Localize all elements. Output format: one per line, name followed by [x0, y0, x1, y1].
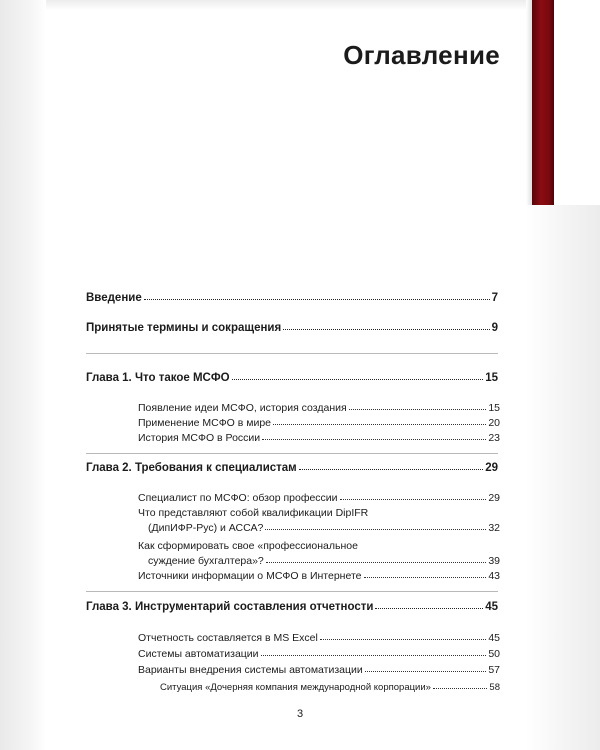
- toc-entry-page: 20: [488, 417, 500, 429]
- toc-section[interactable]: [138, 632, 500, 645]
- toc-leader-dots: [299, 461, 484, 470]
- toc-leader-dots: [273, 416, 486, 425]
- toc-entry-page: 57: [488, 664, 500, 676]
- toc-section[interactable]: [138, 648, 500, 661]
- toc-section[interactable]: [138, 417, 500, 430]
- toc-entry-title: Специалист по МСФО: обзор профессии: [138, 492, 338, 504]
- toc-section-continuation[interactable]: [148, 555, 500, 568]
- separator-line: [86, 591, 498, 592]
- toc-entry-terms[interactable]: [86, 322, 498, 335]
- toc-chapter-3[interactable]: [86, 601, 498, 614]
- toc-leader-dots: [265, 521, 486, 530]
- toc-entry-title: Что представляют собой квалификации DipIFR: [138, 507, 369, 519]
- toc-leader-dots: [283, 321, 489, 330]
- toc-leader-dots: [349, 401, 487, 410]
- toc-entry-title: История МСФО в России: [138, 432, 261, 444]
- toc-entry-intro[interactable]: [86, 292, 498, 305]
- toc-section-line[interactable]: [138, 540, 500, 553]
- page-number: 3: [296, 708, 304, 720]
- toc-section[interactable]: [138, 492, 500, 505]
- toc-leader-dots: [262, 431, 486, 440]
- toc-entry-title: (ДипИФР-Рус) и АССА?: [148, 522, 264, 534]
- toc-chapter-1[interactable]: [86, 372, 498, 385]
- toc-leader-dots: [266, 554, 487, 563]
- toc-entry-page: 39: [488, 555, 500, 567]
- toc-section[interactable]: [138, 402, 500, 415]
- toc-entry-page: 15: [488, 402, 500, 414]
- toc-entry-page: 32: [488, 522, 500, 534]
- toc-entry-title: Глава 3. Инструментарий составления отчетности: [86, 601, 374, 613]
- toc-section[interactable]: [138, 570, 500, 583]
- toc-entry-page: 29: [488, 492, 500, 504]
- toc-leader-dots: [375, 600, 483, 609]
- toc-section-line[interactable]: [138, 507, 500, 520]
- toc-entry-title: Варианты внедрения системы автоматизации: [138, 664, 363, 676]
- toc-entry-title: Появление идеи МСФО, история создания: [138, 402, 347, 414]
- toc-entry-title: Источники информации о МСФО в Интернете: [138, 570, 362, 582]
- toc-leader-gap: [360, 540, 498, 548]
- toc-entry-page: 43: [488, 570, 500, 582]
- separator-line: [86, 353, 498, 354]
- separator-line: [86, 453, 498, 454]
- toc-entry-title: Глава 1. Что такое МСФО: [86, 372, 230, 384]
- toc-entry-page: 58: [489, 682, 500, 693]
- toc-entry-title: Системы автоматизации: [138, 648, 259, 660]
- toc-leader-dots: [365, 663, 487, 672]
- toc-chapter-2[interactable]: [86, 462, 498, 475]
- toc-leader-dots: [232, 371, 484, 380]
- toc-leader-dots: [261, 647, 487, 656]
- toc-entry-title: Отчетность составляется в MS Excel: [138, 632, 318, 644]
- toc-entry-title: Применение МСФО в мире: [138, 417, 272, 429]
- toc-section[interactable]: [138, 664, 500, 677]
- toc-entry-title: суждение бухгалтера»?: [148, 555, 264, 567]
- toc-section-continuation[interactable]: [148, 522, 500, 535]
- toc-entry-page: 9: [491, 322, 498, 334]
- toc-entry-page: 45: [485, 601, 498, 613]
- toc-entry-title: Введение: [86, 292, 142, 304]
- toc-entry-page: 50: [488, 648, 500, 660]
- toc-entry-title: Принятые термины и сокращения: [86, 322, 282, 334]
- toc-entry-page: 7: [491, 292, 498, 304]
- toc-entry-title: Как сформировать свое «профессиональное: [138, 540, 358, 552]
- toc-entry-page: 15: [485, 372, 498, 384]
- toc-section[interactable]: [138, 432, 500, 445]
- toc-leader-dots: [340, 491, 487, 500]
- toc-leader-gap: [370, 507, 498, 515]
- toc-subsection[interactable]: [160, 681, 500, 694]
- toc-leader-dots: [144, 291, 490, 300]
- toc-entry-title: Глава 2. Требования к специалистам: [86, 462, 297, 474]
- toc-leader-dots: [320, 631, 486, 640]
- toc-leader-dots: [433, 680, 487, 689]
- toc-entry-title: Ситуация «Дочерняя компания международной корпорации»: [160, 682, 431, 693]
- toc-entry-page: 23: [488, 432, 500, 444]
- toc-entry-page: 29: [485, 462, 498, 474]
- page-title: Оглавление: [343, 40, 500, 70]
- toc-leader-dots: [364, 569, 487, 578]
- toc-entry-page: 45: [488, 632, 500, 644]
